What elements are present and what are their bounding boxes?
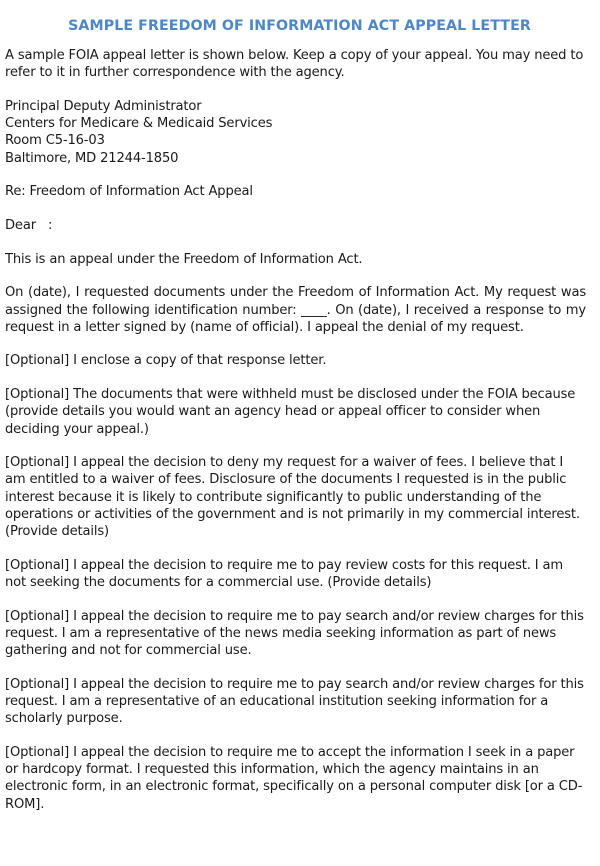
address-line: Baltimore, MD 21244-1850 <box>5 150 179 166</box>
address-line: Centers for Medicare & Medicaid Services <box>5 116 273 132</box>
body-paragraph-news-media: [Optional] I appeal the decision to require me to pay search and/or review charges for this request. I am a representative of the news media seeking information as part of news gathering and not for commercial use. <box>5 608 584 659</box>
body-paragraph-fee-waiver: [Optional] I appeal the decision to deny my request for a waiver of fees. I believe that I am entitled to a waiver of fees. Disclosure of the documents I requested is in the public interest because it is likely to contribute significantly to public understanding of the operations or activities of the government and is not primarily in my commercial interest. (Provide details) <box>5 455 580 540</box>
body-paragraph-electronic-format: [Optional] I appeal the decision to require me to accept the information I seek in a paper or hardcopy format. I requested this information, which the agency maintains in an electronic form, in an electronic format, specifically on a personal computer disk [or a CD-ROM]. <box>5 744 583 812</box>
body-paragraph-withheld: [Optional] The documents that were withheld must be disclosed under the FOIA because (provide details you would want an agency head or appeal officer to consider when deciding your appeal.) <box>5 387 576 437</box>
address-line: Room C5-16-03 <box>5 133 105 149</box>
body-paragraph-appeal: This is an appeal under the Freedom of Information Act. <box>5 251 363 267</box>
address-line: Principal Deputy Administrator <box>5 98 202 114</box>
salutation: Dear : <box>5 217 53 233</box>
recipient-address <box>5 98 586 167</box>
subject-line: Re: Freedom of Information Act Appeal <box>5 184 253 200</box>
body-paragraph-enclose: [Optional] I enclose a copy of that response letter. <box>5 353 327 369</box>
body-paragraph-educational: [Optional] I appeal the decision to require me to pay search and/or review charges for this request. I am a representative of an educational institution seeking information for a scholarly purpose. <box>5 676 584 727</box>
intro-paragraph: A sample FOIA appeal letter is shown below. Keep a copy of your appeal. You may need to refer to it in further correspondence with the agency. <box>5 48 584 81</box>
page-title: SAMPLE FREEDOM OF INFORMATION ACT APPEAL LETTER <box>68 18 531 34</box>
body-paragraph-review-costs: [Optional] I appeal the decision to require me to pay review costs for this request. I am not seeking the documents for a commercial use. (Provide details) <box>5 557 564 590</box>
body-paragraph-request: On (date), I requested documents under the Freedom of Information Act. My request was assigned the following identification number: ____. On (date), I received a response to my request in a letter signed by (name of official). I appeal the denial of my request. <box>5 285 586 335</box>
